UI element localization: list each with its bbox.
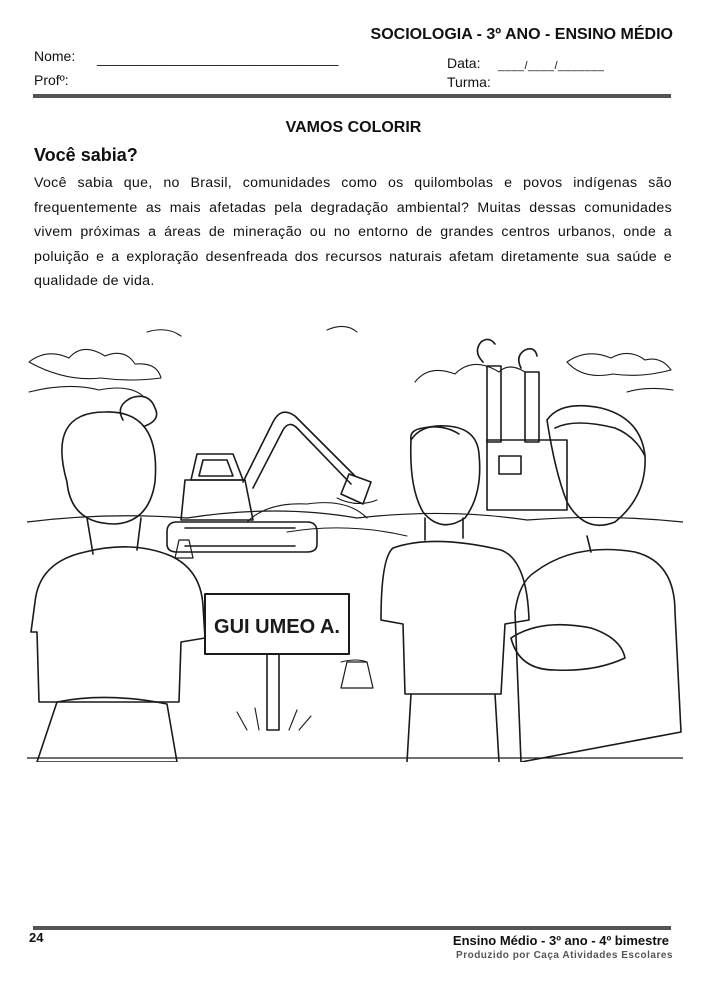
excavator (167, 412, 377, 552)
name-line[interactable]: _______________________________ (97, 50, 339, 66)
footer-credit: Produzido por Caça Atividades Escolares (456, 950, 673, 961)
woman-right (511, 406, 681, 762)
activity-title: VAMOS COLORIR (285, 119, 422, 136)
footer-course: Ensino Médio - 3º ano - 4º bimestre (452, 933, 669, 948)
class-label: Turma: (447, 74, 491, 90)
factory (477, 339, 567, 510)
coloring-illustration (27, 322, 683, 762)
teacher-label: Profº: (34, 72, 69, 88)
header-divider (33, 94, 671, 98)
subject-title: SOCIOLOGIA - 3º ANO - ENSINO MÉDIO (370, 26, 673, 43)
page-number: 24 (29, 930, 44, 945)
date-label: Data: (447, 55, 481, 71)
footer-divider (33, 926, 671, 930)
question-heading: Você sabia? (34, 145, 138, 165)
name-label: Nome: (34, 48, 76, 64)
clouds (29, 326, 673, 396)
sign-text: GUI UMEO A. (214, 616, 340, 638)
man-center (381, 426, 529, 762)
date-line[interactable]: ____/____/_______ (498, 60, 605, 72)
activity-paragraph: Você sabia que, no Brasil, comunidades como os quilombolas e povos indígenas são frequentemente as mais afetadas pela degradação ambiental? Muitas dessas comunidades vivem próximas a áreas de mineração ou no entorno de grandes centros urbanos, onde a poluição e a exploração desenfreada dos recursos naturais afetam diretamente sua saúde e qualidade de vida. (34, 175, 672, 289)
woman-left (31, 396, 205, 762)
sign (205, 594, 349, 730)
